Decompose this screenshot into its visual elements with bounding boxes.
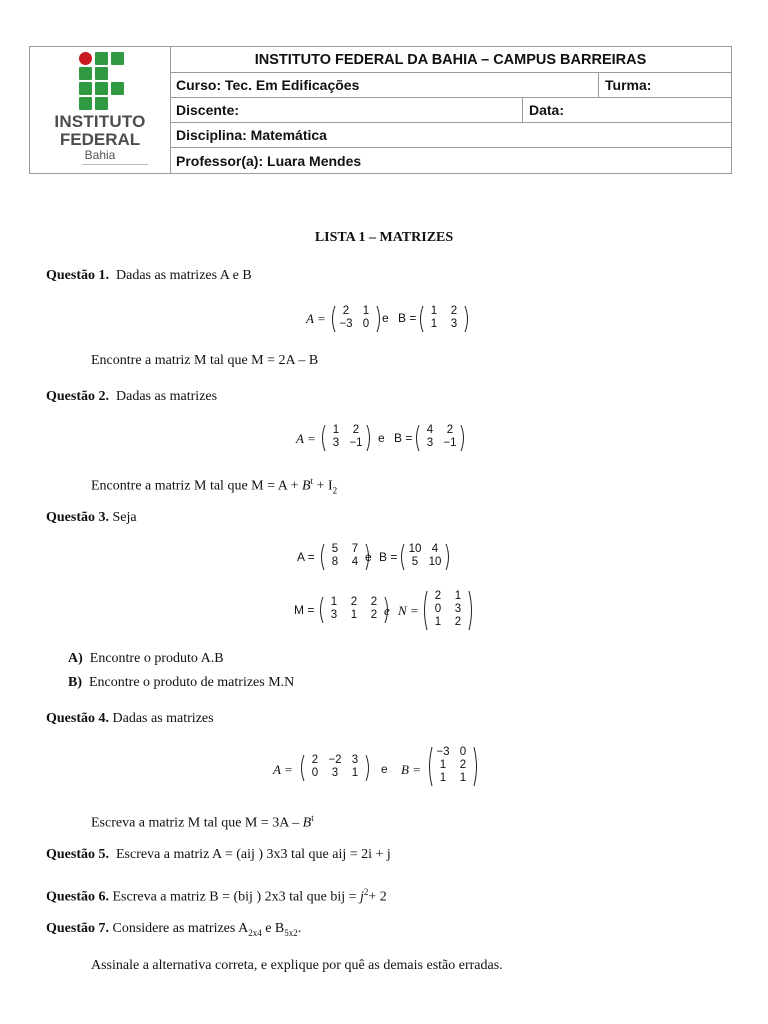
right-parenthesis xyxy=(366,755,369,781)
matrix-a xyxy=(330,305,382,333)
matrix-b xyxy=(418,305,470,333)
matrix-cell: 4 xyxy=(426,424,434,436)
matrix-cell: 3 xyxy=(351,754,359,766)
matrix-cell: 0 xyxy=(311,767,319,779)
matrix-cell: 1 xyxy=(332,424,340,436)
logo-text-instituto: INSTITUTO xyxy=(54,112,146,131)
question-6-sup: 2 xyxy=(363,887,369,897)
right-parenthesis xyxy=(469,591,472,630)
header-row-disciplina xyxy=(170,123,731,148)
question-2-instruction xyxy=(91,473,337,498)
matrix-cell: 0 xyxy=(434,603,442,615)
matrix-b-label: B = xyxy=(394,431,413,445)
question-1-text: Dadas as matrizes A e B xyxy=(116,268,252,283)
question-4-instruction xyxy=(91,810,314,832)
institution-name: INSTITUTO FEDERAL DA BAHIA – CAMPUS BARREIRAS xyxy=(254,51,647,68)
question-3-matrices-mn xyxy=(294,590,474,632)
question-6-text: Escreva a matriz B = (bij ) 2x3 tal que bij = xyxy=(112,889,360,905)
item-b-text: Encontre o produto de matrizes M.N xyxy=(89,675,295,690)
matrix-cell: 1 xyxy=(351,767,359,779)
left-parenthesis xyxy=(417,425,420,451)
matrix-cell: 0 xyxy=(459,746,467,758)
matrix-cell: 2 xyxy=(454,616,462,628)
question-3-text: Seja xyxy=(112,510,137,525)
matrix-cell: 1 xyxy=(350,609,358,621)
matrix-a xyxy=(320,424,372,452)
item-a-text: Encontre o produto A.B xyxy=(89,651,224,666)
header-row-institution xyxy=(170,47,731,73)
left-parenthesis xyxy=(321,597,324,623)
matrix-cell: 8 xyxy=(331,556,339,568)
matrix-b-label: B = xyxy=(401,762,421,777)
logo-squares-icon xyxy=(79,52,125,108)
matrix-a xyxy=(299,754,371,782)
matrix-m-label: M = xyxy=(294,603,315,617)
question-2-label: Questão 2. xyxy=(46,389,109,404)
matrix-cell: 2 xyxy=(350,596,358,608)
matrix-b-label: B = xyxy=(379,550,398,564)
question-7-text: Considere as matrizes A xyxy=(112,921,249,936)
left-parenthesis xyxy=(425,591,428,630)
question-2-matrices xyxy=(296,424,476,454)
matrix-cell: 1 xyxy=(454,590,462,602)
matrix-cell: 1 xyxy=(459,772,467,784)
matrix-cell: 5 xyxy=(411,556,419,568)
data-field: Data: xyxy=(522,98,731,122)
matrix-cell: 4 xyxy=(351,556,359,568)
matrix-a-label: A = xyxy=(296,431,316,446)
matrix-cell: −3 xyxy=(436,746,450,758)
matrix-b xyxy=(427,746,479,787)
question-7-label: Questão 7. xyxy=(46,921,109,936)
question-7-instruction: Assinale a alternativa correta, e explique por quê as demais estão erradas. xyxy=(91,958,503,973)
question-7 xyxy=(46,921,301,941)
question-6 xyxy=(46,884,387,906)
matrix-cell: 2 xyxy=(459,759,467,771)
right-parenthesis xyxy=(474,747,477,786)
left-parenthesis xyxy=(322,544,325,570)
matrix-cell: 2 xyxy=(370,596,378,608)
header-row-curso xyxy=(170,73,731,98)
matrix-cell: 7 xyxy=(351,543,359,555)
logo-underline xyxy=(82,164,148,165)
right-parenthesis xyxy=(465,306,468,332)
matrix-a-label: A = xyxy=(273,762,293,777)
matrix-m xyxy=(318,596,390,624)
instruction-text: Encontre a matriz M tal que M = A + xyxy=(91,478,302,494)
matrix-cell: 2 xyxy=(434,590,442,602)
question-6-label: Questão 6. xyxy=(46,889,109,905)
discente-field: Discente: xyxy=(176,102,240,118)
matrix-cell: 5 xyxy=(331,543,339,555)
question-7-mid: e B xyxy=(261,921,285,936)
instruction-sup: t xyxy=(311,813,314,823)
item-b-label: B) xyxy=(68,675,82,690)
right-parenthesis xyxy=(377,306,380,332)
header-row-discente xyxy=(170,98,731,123)
matrix-cell: 2 xyxy=(370,609,378,621)
question-3-matrices-ab xyxy=(297,543,467,573)
matrix-cell: −2 xyxy=(328,754,342,766)
matrix-cell: −3 xyxy=(339,318,353,330)
matrix-cell: 1 xyxy=(430,318,438,330)
disciplina-field: Disciplina: Matemática xyxy=(176,127,327,143)
conjunction: e xyxy=(384,603,390,618)
instruction-sup: t xyxy=(310,476,314,486)
matrix-cell: 1 xyxy=(439,759,447,771)
matrix-cell: 10 xyxy=(408,543,422,555)
conjunction: e xyxy=(365,550,372,564)
institution-logo xyxy=(30,47,171,173)
question-7-sub1: 2x4 xyxy=(248,927,262,938)
professor-field: Professor(a): Luara Mendes xyxy=(176,152,362,169)
question-4-text: Dadas as matrizes xyxy=(112,711,214,726)
question-3-label: Questão 3. xyxy=(46,510,109,525)
matrix-cell: 1 xyxy=(330,596,338,608)
document-header xyxy=(29,46,732,174)
matrix-cell: 3 xyxy=(331,767,339,779)
conjunction: e xyxy=(381,762,388,776)
matrix-cell: −1 xyxy=(443,437,457,449)
instruction-text: Escreva a matriz M tal que M = 3A – xyxy=(91,815,303,831)
right-parenthesis xyxy=(446,544,449,570)
logo-text-federal: FEDERAL xyxy=(59,130,141,149)
question-4 xyxy=(46,711,214,727)
question-1-instruction: Encontre a matriz M tal que M = 2A – B xyxy=(91,353,319,368)
question-1 xyxy=(46,268,252,284)
question-7-end: . xyxy=(297,921,302,936)
matrix-cell: −1 xyxy=(349,437,363,449)
question-4-label: Questão 4. xyxy=(46,711,109,726)
matrix-cell: 2 xyxy=(311,754,319,766)
matrix-cell: 4 xyxy=(431,543,439,555)
question-1-matrices xyxy=(306,305,466,333)
instruction-b: B xyxy=(302,815,312,831)
left-parenthesis xyxy=(402,544,405,570)
matrix-cell: 3 xyxy=(426,437,434,449)
matrix-cell: 3 xyxy=(454,603,462,615)
turma-field: Turma: xyxy=(598,73,731,97)
conjunction: e xyxy=(382,311,389,325)
matrix-cell: 3 xyxy=(450,318,458,330)
question-2-text: Dadas as matrizes xyxy=(116,389,218,404)
question-3 xyxy=(46,510,137,526)
matrix-n xyxy=(422,590,474,631)
instruction-sub: 2 xyxy=(332,485,338,496)
left-parenthesis xyxy=(430,747,433,786)
matrix-cell: 3 xyxy=(332,437,340,449)
logo-text-bahia: Bahia xyxy=(84,148,116,162)
left-parenthesis xyxy=(302,755,305,781)
question-5 xyxy=(46,847,391,863)
matrix-a-label: A = xyxy=(306,311,326,326)
instruction-b: B xyxy=(301,478,311,494)
matrix-cell: 10 xyxy=(428,556,442,568)
header-row-professor xyxy=(170,148,731,173)
question-1-label: Questão 1. xyxy=(46,268,109,283)
matrix-cell: 2 xyxy=(450,305,458,317)
right-parenthesis xyxy=(461,425,464,451)
matrix-cell: 2 xyxy=(352,424,360,436)
question-4-matrices xyxy=(273,746,493,794)
matrix-cell: 3 xyxy=(330,609,338,621)
matrix-cell: 1 xyxy=(439,772,447,784)
matrix-cell: 1 xyxy=(430,305,438,317)
matrix-cell: 2 xyxy=(342,305,350,317)
matrix-b xyxy=(414,424,466,452)
question-3-item-a xyxy=(68,651,224,667)
matrix-b xyxy=(399,543,451,571)
matrix-cell: 2 xyxy=(446,424,454,436)
question-5-text: Escreva a matriz A = (aij ) 3x3 tal que aij = 2i + j xyxy=(116,847,391,862)
matrix-cell: 1 xyxy=(434,616,442,628)
left-parenthesis xyxy=(333,306,336,332)
right-parenthesis xyxy=(367,425,370,451)
question-2 xyxy=(46,389,217,405)
conjunction: e xyxy=(378,431,385,445)
question-5-label: Questão 5. xyxy=(46,847,109,862)
question-6-j: j xyxy=(360,889,364,905)
question-7-sub2: 5x2 xyxy=(284,927,298,938)
matrix-n-label: N = xyxy=(398,603,419,618)
instruction-post: + I xyxy=(313,478,333,494)
page-title: LISTA 1 – MATRIZES xyxy=(314,230,454,245)
matrix-a-label: A = xyxy=(297,550,315,564)
item-a-label: A) xyxy=(68,651,83,666)
question-3-item-b xyxy=(68,675,294,691)
matrix-a xyxy=(319,543,371,571)
matrix-cell: 0 xyxy=(362,318,370,330)
left-parenthesis xyxy=(421,306,424,332)
matrix-b-label: B = xyxy=(398,311,417,325)
left-parenthesis xyxy=(323,425,326,451)
matrix-cell: 1 xyxy=(362,305,370,317)
question-6-text-post: + 2 xyxy=(368,889,387,905)
curso-field: Curso: Tec. Em Edificações xyxy=(176,77,360,93)
